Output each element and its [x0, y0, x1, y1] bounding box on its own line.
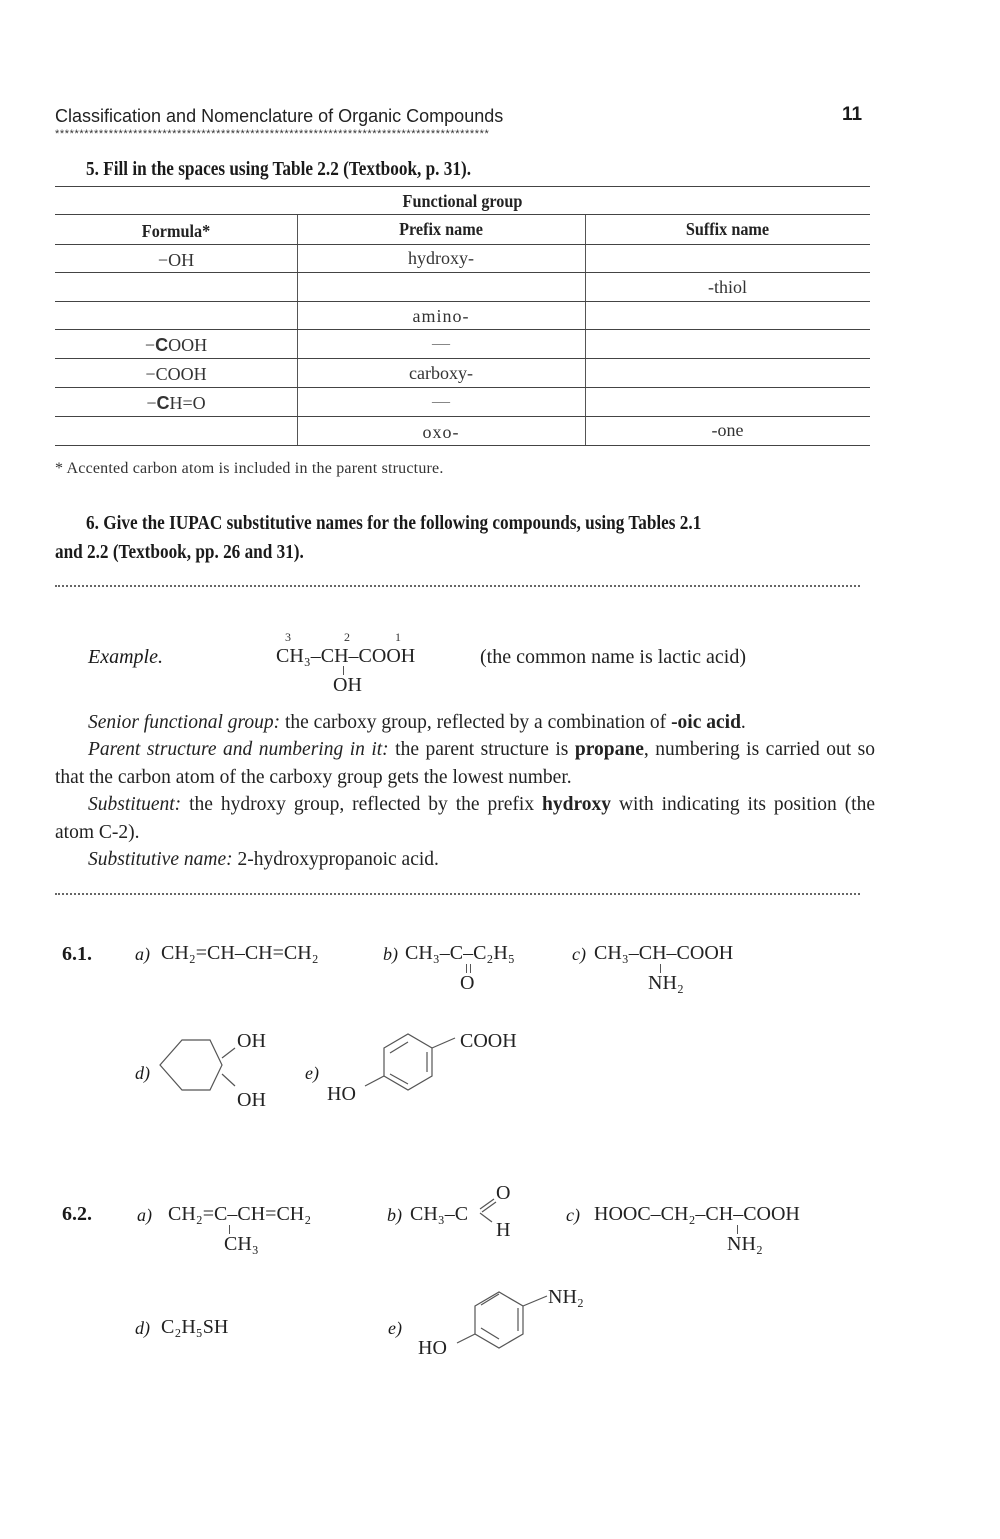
example-note: (the common name is lactic acid)	[480, 646, 747, 668]
compound-formula: CH₃–C–C₂H₅	[405, 942, 515, 964]
carbon-number: 1	[395, 630, 401, 644]
functional-group-table	[55, 186, 870, 448]
column-header-suffix: Suffix name	[685, 219, 770, 239]
table-cell-prefix: —	[432, 333, 450, 353]
example-formula: CH₃–CH–COOH	[276, 645, 416, 667]
table-cell-prefix: carboxy-	[409, 363, 473, 383]
example-substituent: OH	[333, 674, 362, 696]
compound-substituent: OH	[237, 1089, 266, 1111]
header-separator: *****************************************************************************************	[55, 128, 490, 140]
compound-substituent: OH	[237, 1030, 266, 1052]
table-rule	[55, 272, 870, 273]
table-rule	[55, 329, 870, 330]
example-parent-structure: Parent structure and numbering in it: the parent structure is propane, numbering is carried out so that the carbon atom of the carboxy group gets the lowest number.	[55, 739, 875, 788]
table-cell-prefix: oxo-	[422, 422, 460, 442]
task6-title-line2: and 2.2 (Textbook, pp. 26 and 31).	[55, 541, 304, 563]
table-rule	[55, 301, 870, 302]
benzene-ring-icon	[360, 1030, 470, 1100]
compound-substituent: NH₂	[648, 972, 684, 994]
compound-formula: HOOC–CH₂–CH–COOH	[594, 1203, 800, 1225]
table-cell-formula: −COOH	[145, 364, 207, 384]
table-cell-prefix: —	[432, 391, 450, 411]
table-cell-suffix: -thiol	[708, 277, 747, 297]
example-substitutive-name: Substitutive name: 2-hydroxypropanoic acid.	[88, 849, 439, 870]
table-rule	[55, 445, 870, 446]
table-rule	[55, 214, 870, 215]
table-rule	[55, 358, 870, 359]
item-label: d)	[135, 1318, 150, 1338]
column-divider	[585, 215, 586, 445]
item-label: d)	[135, 1063, 150, 1083]
compound-substituent: O	[496, 1182, 511, 1204]
table-cell-suffix: -one	[711, 420, 744, 440]
item-label: e)	[388, 1318, 402, 1338]
table-rule	[55, 244, 870, 245]
task5-title: 5. Fill in the spaces using Table 2.2 (Textbook, p. 31).	[86, 158, 472, 180]
table-cell-prefix: hydroxy-	[408, 248, 474, 268]
item-label: b)	[387, 1205, 402, 1225]
item-label: a)	[137, 1205, 152, 1225]
table-cell-prefix: amino-	[412, 306, 470, 326]
table-rule	[55, 416, 870, 417]
page-number: 11	[842, 104, 863, 125]
compound-substituent: O	[460, 972, 475, 994]
compound-substituent: H	[496, 1219, 511, 1241]
example-senior-group: Senior functional group: the carboxy group, reflected by a combination of -oic acid.	[88, 712, 746, 733]
table-cell-formula: −COOH	[144, 335, 208, 355]
table-footnote: * Accented carbon atom is included in the parent structure.	[55, 460, 444, 477]
compound-formula: C₂H₅SH	[161, 1316, 229, 1338]
item-label: b)	[383, 944, 398, 964]
table-rule	[55, 186, 870, 187]
carbon-number: 3	[285, 630, 291, 644]
exercise-number: 6.1.	[62, 943, 92, 965]
compound-formula: CH₂=C–CH=CH₂	[168, 1203, 312, 1225]
item-label: e)	[305, 1063, 319, 1083]
compound-substituent: HO	[418, 1337, 447, 1359]
dotted-separator	[55, 893, 860, 895]
table-rule	[55, 387, 870, 388]
compound-formula: CH₃–C	[410, 1203, 469, 1225]
item-label: c)	[572, 944, 586, 964]
carbon-number: 2	[344, 630, 350, 644]
example-substituent-text: Substituent: the hydroxy group, reflected by the prefix hydroxy with indicating its position (the atom C-2).	[55, 794, 876, 843]
running-title: Classification and Nomenclature of Organic Compounds	[55, 106, 504, 126]
task6-title-line1: 6. Give the IUPAC substitutive names for the following compounds, using Tables 2.1	[86, 512, 702, 534]
compound-substituent: HO	[327, 1083, 356, 1105]
item-label: c)	[566, 1205, 580, 1225]
table-group-header: Functional group	[402, 191, 523, 211]
compound-formula: CH₂=CH–CH=CH₂	[161, 942, 319, 964]
column-header-prefix: Prefix name	[399, 219, 483, 239]
compound-substituent: CH₃	[224, 1233, 259, 1255]
compound-substituent: NH₂	[548, 1286, 584, 1308]
item-label: a)	[135, 944, 150, 964]
exercise-number: 6.2.	[62, 1203, 92, 1225]
compound-substituent: NH₂	[727, 1233, 763, 1255]
dotted-separator	[55, 585, 860, 587]
example-label: Example.	[88, 646, 163, 668]
compound-substituent: COOH	[460, 1030, 517, 1052]
table-cell-formula: −OH	[157, 250, 195, 270]
compound-formula: CH₃–CH–COOH	[594, 942, 734, 964]
benzene-ring-icon	[445, 1288, 555, 1358]
table-cell-formula: −CH=O	[146, 393, 206, 413]
cyclohexane-ring-icon	[160, 1040, 240, 1105]
column-header-formula: Formula*	[141, 221, 211, 241]
